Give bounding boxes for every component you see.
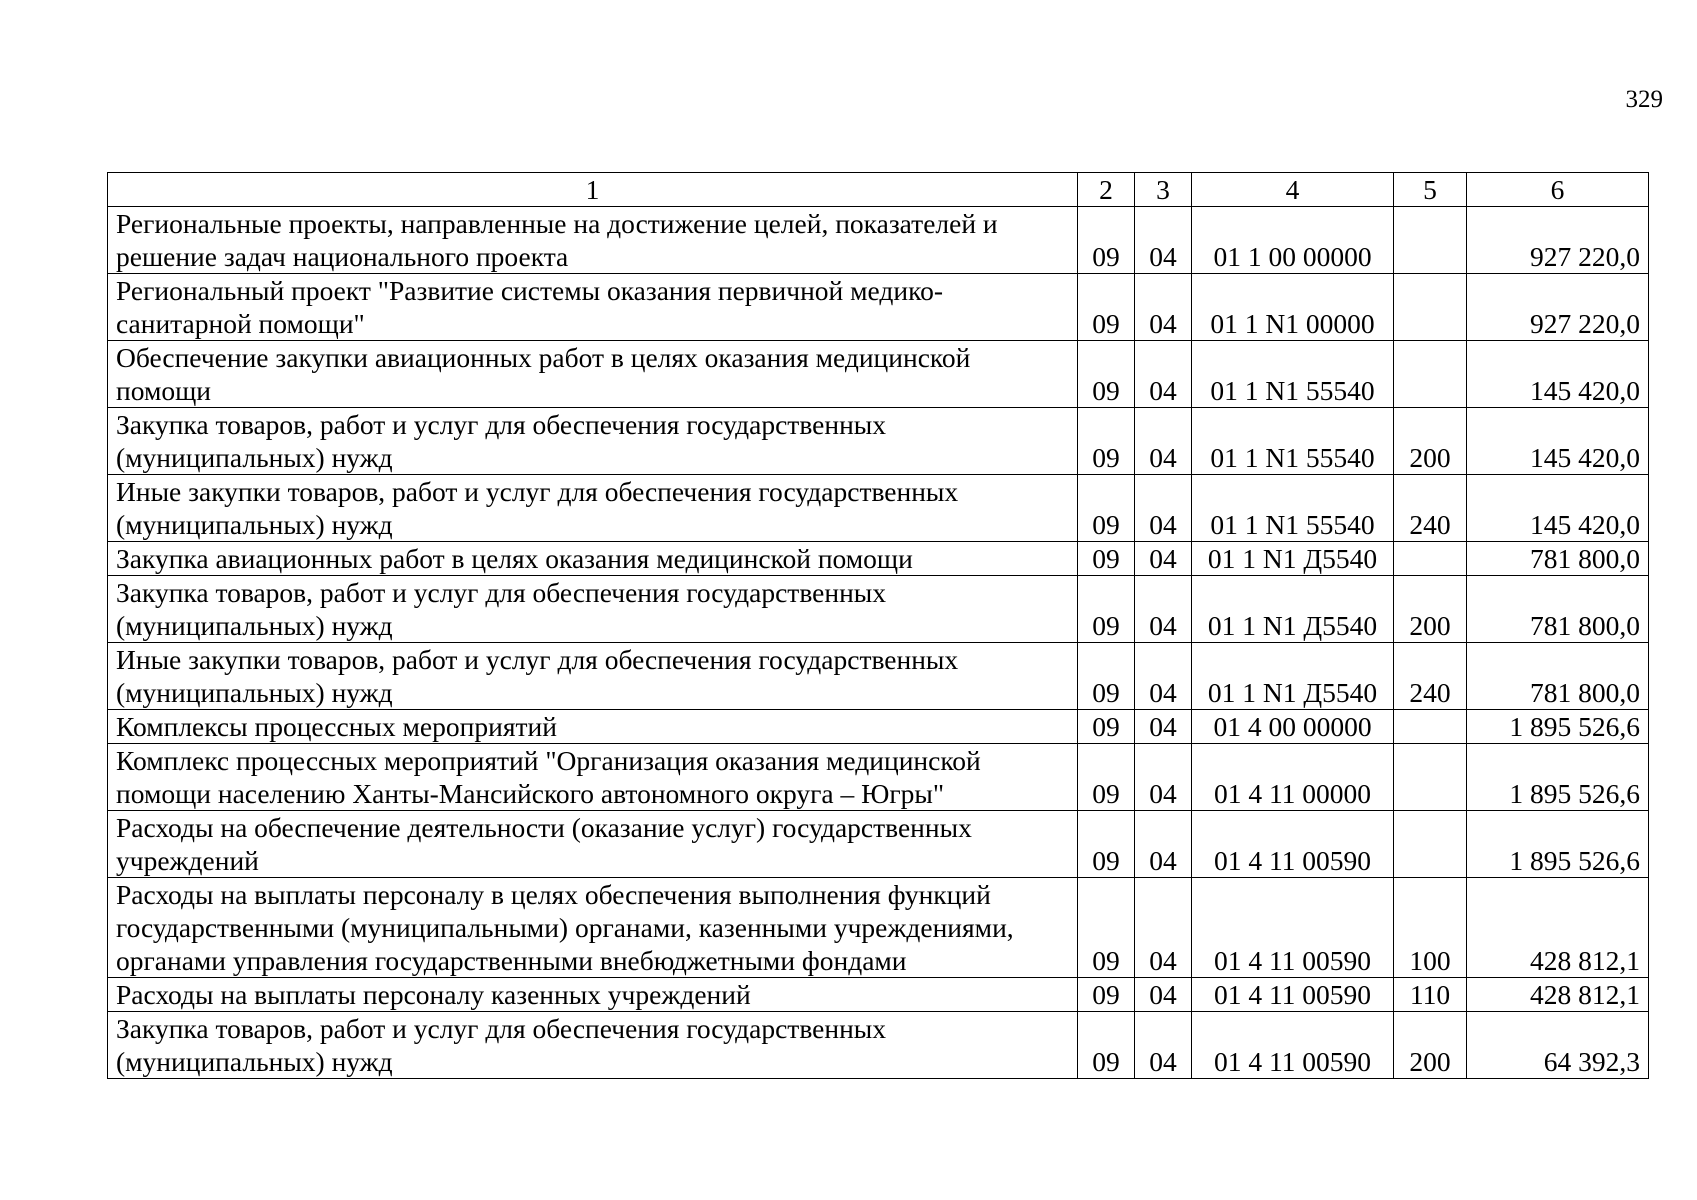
amount-cell: 781 800,0 <box>1467 542 1649 576</box>
subsection-cell: 04 <box>1135 1012 1192 1079</box>
description-line: государственными (муниципальными) органами, казенными учреждениями, <box>116 912 1014 943</box>
amount-cell: 927 220,0 <box>1467 274 1649 341</box>
description-line: органами управления государственными внебюджетными фондами <box>116 945 907 976</box>
section-cell: 09 <box>1078 878 1135 978</box>
page-number: 329 <box>1625 86 1663 113</box>
subsection-cell: 04 <box>1135 878 1192 978</box>
description-cell <box>108 744 1078 811</box>
description-line: (муниципальных) нужд <box>116 610 393 641</box>
header-cell-5: 5 <box>1394 173 1467 207</box>
section-cell: 09 <box>1078 341 1135 408</box>
target-article-cell: 01 1 N1 55540 <box>1192 341 1394 408</box>
expense-type-cell <box>1394 274 1467 341</box>
section-cell: 09 <box>1078 1012 1135 1079</box>
expense-type-cell: 110 <box>1394 978 1467 1012</box>
description-line: Расходы на обеспечение деятельности (оказание услуг) государственных <box>116 812 972 843</box>
description-line: (муниципальных) нужд <box>116 1046 393 1077</box>
expense-type-cell <box>1394 710 1467 744</box>
description-line: Расходы на выплаты персоналу казенных учреждений <box>116 979 751 1010</box>
description-cell <box>108 643 1078 710</box>
amount-cell: 1 895 526,6 <box>1467 710 1649 744</box>
table-row <box>108 744 1649 811</box>
expense-type-cell: 240 <box>1394 643 1467 710</box>
target-article-cell: 01 1 N1 Д5540 <box>1192 542 1394 576</box>
expense-type-cell: 100 <box>1394 878 1467 978</box>
description-line: Региональные проекты, направленные на достижение целей, показателей и <box>116 208 998 239</box>
description-cell <box>108 408 1078 475</box>
amount-cell: 428 812,1 <box>1467 978 1649 1012</box>
amount-cell: 64 392,3 <box>1467 1012 1649 1079</box>
description-line: (муниципальных) нужд <box>116 509 393 540</box>
section-cell: 09 <box>1078 408 1135 475</box>
section-cell: 09 <box>1078 207 1135 274</box>
subsection-cell: 04 <box>1135 408 1192 475</box>
description-cell <box>108 341 1078 408</box>
target-article-cell: 01 4 11 00590 <box>1192 878 1394 978</box>
description-cell <box>108 576 1078 643</box>
description-line: Комплекс процессных мероприятий "Организация оказания медицинской <box>116 745 981 776</box>
description-cell <box>108 542 1078 576</box>
description-line: (муниципальных) нужд <box>116 677 393 708</box>
description-line: помощи населению Ханты-Мансийского автономного округа – Югры" <box>116 778 945 809</box>
expense-type-cell <box>1394 341 1467 408</box>
description-line: решение задач национального проекта <box>116 241 569 272</box>
subsection-cell: 04 <box>1135 744 1192 811</box>
table-body <box>108 173 1649 1079</box>
table-row <box>108 710 1649 744</box>
subsection-cell: 04 <box>1135 475 1192 542</box>
table-row <box>108 811 1649 878</box>
description-line: Обеспечение закупки авиационных работ в целях оказания медицинской <box>116 342 971 373</box>
section-cell: 09 <box>1078 643 1135 710</box>
subsection-cell: 04 <box>1135 576 1192 643</box>
subsection-cell: 04 <box>1135 274 1192 341</box>
description-line: Иные закупки товаров, работ и услуг для обеспечения государственных <box>116 644 959 675</box>
description-line: Региональный проект "Развитие системы оказания первичной медико- <box>116 275 943 306</box>
expense-type-cell <box>1394 744 1467 811</box>
description-cell <box>108 710 1078 744</box>
subsection-cell: 04 <box>1135 978 1192 1012</box>
expense-type-cell <box>1394 207 1467 274</box>
section-cell: 09 <box>1078 542 1135 576</box>
target-article-cell: 01 1 N1 Д5540 <box>1192 576 1394 643</box>
budget-table <box>107 172 1649 1079</box>
description-cell <box>108 207 1078 274</box>
description-cell <box>108 1012 1078 1079</box>
target-article-cell: 01 4 11 00590 <box>1192 811 1394 878</box>
expense-type-cell: 200 <box>1394 408 1467 475</box>
header-cell-1: 1 <box>108 173 1078 207</box>
description-line: Закупка авиационных работ в целях оказания медицинской помощи <box>116 543 913 574</box>
expense-type-cell: 200 <box>1394 1012 1467 1079</box>
table-row <box>108 341 1649 408</box>
expense-type-cell <box>1394 811 1467 878</box>
target-article-cell: 01 1 N1 55540 <box>1192 408 1394 475</box>
subsection-cell: 04 <box>1135 643 1192 710</box>
target-article-cell: 01 1 N1 00000 <box>1192 274 1394 341</box>
expense-type-cell: 200 <box>1394 576 1467 643</box>
subsection-cell: 04 <box>1135 542 1192 576</box>
target-article-cell: 01 4 11 00590 <box>1192 978 1394 1012</box>
description-line: Комплексы процессных мероприятий <box>116 711 557 742</box>
description-line: Закупка товаров, работ и услуг для обеспечения государственных <box>116 577 887 608</box>
target-article-cell: 01 1 N1 55540 <box>1192 475 1394 542</box>
table-row <box>108 475 1649 542</box>
table-row <box>108 878 1649 978</box>
amount-cell: 1 895 526,6 <box>1467 744 1649 811</box>
header-cell-3: 3 <box>1135 173 1192 207</box>
header-cell-2: 2 <box>1078 173 1135 207</box>
table-row <box>108 978 1649 1012</box>
amount-cell: 781 800,0 <box>1467 643 1649 710</box>
subsection-cell: 04 <box>1135 710 1192 744</box>
amount-cell: 781 800,0 <box>1467 576 1649 643</box>
section-cell: 09 <box>1078 576 1135 643</box>
description-line: (муниципальных) нужд <box>116 442 393 473</box>
amount-cell: 145 420,0 <box>1467 475 1649 542</box>
table-row <box>108 408 1649 475</box>
amount-cell: 927 220,0 <box>1467 207 1649 274</box>
table-row <box>108 643 1649 710</box>
section-cell: 09 <box>1078 811 1135 878</box>
amount-cell: 145 420,0 <box>1467 341 1649 408</box>
description-cell <box>108 978 1078 1012</box>
section-cell: 09 <box>1078 475 1135 542</box>
table-row <box>108 576 1649 643</box>
description-line: учреждений <box>116 845 259 876</box>
amount-cell: 145 420,0 <box>1467 408 1649 475</box>
table-header-row <box>108 173 1649 207</box>
description-cell <box>108 811 1078 878</box>
amount-cell: 1 895 526,6 <box>1467 811 1649 878</box>
description-cell <box>108 878 1078 978</box>
subsection-cell: 04 <box>1135 341 1192 408</box>
section-cell: 09 <box>1078 978 1135 1012</box>
target-article-cell: 01 1 00 00000 <box>1192 207 1394 274</box>
table-row <box>108 542 1649 576</box>
target-article-cell: 01 1 N1 Д5540 <box>1192 643 1394 710</box>
description-line: Иные закупки товаров, работ и услуг для обеспечения государственных <box>116 476 959 507</box>
table-row <box>108 274 1649 341</box>
section-cell: 09 <box>1078 710 1135 744</box>
table-row <box>108 1012 1649 1079</box>
description-cell <box>108 274 1078 341</box>
amount-cell: 428 812,1 <box>1467 878 1649 978</box>
description-line: Расходы на выплаты персоналу в целях обеспечения выполнения функций <box>116 879 991 910</box>
expense-type-cell: 240 <box>1394 475 1467 542</box>
target-article-cell: 01 4 00 00000 <box>1192 710 1394 744</box>
table-row <box>108 207 1649 274</box>
description-line: санитарной помощи" <box>116 308 365 339</box>
header-cell-4: 4 <box>1192 173 1394 207</box>
subsection-cell: 04 <box>1135 811 1192 878</box>
section-cell: 09 <box>1078 744 1135 811</box>
target-article-cell: 01 4 11 00000 <box>1192 744 1394 811</box>
description-line: помощи <box>116 375 211 406</box>
expense-type-cell <box>1394 542 1467 576</box>
header-cell-6: 6 <box>1467 173 1649 207</box>
description-line: Закупка товаров, работ и услуг для обеспечения государственных <box>116 1013 887 1044</box>
section-cell: 09 <box>1078 274 1135 341</box>
description-line: Закупка товаров, работ и услуг для обеспечения государственных <box>116 409 887 440</box>
target-article-cell: 01 4 11 00590 <box>1192 1012 1394 1079</box>
subsection-cell: 04 <box>1135 207 1192 274</box>
description-cell <box>108 475 1078 542</box>
